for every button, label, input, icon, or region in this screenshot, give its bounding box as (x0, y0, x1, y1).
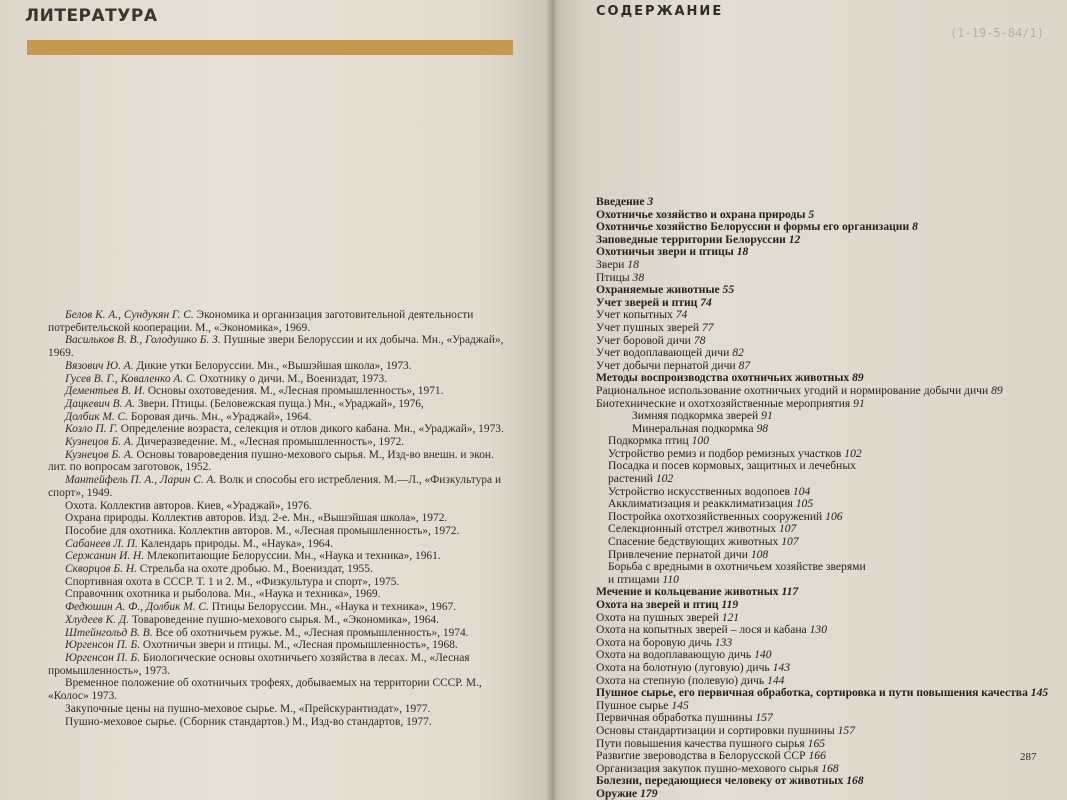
bibliography-entry (48, 703, 510, 716)
toc-item-page: 18 (736, 245, 749, 259)
bibliography-text: Календарь природы. М., «Наука», 1964. (137, 537, 334, 550)
toc-item-page: 91 (853, 396, 865, 410)
toc-item-title: Болезни, передающиеся человеку от животных (596, 774, 844, 788)
bibliography-entry (48, 601, 510, 614)
bibliography-author: Кузнецов Б. А. (65, 436, 134, 449)
toc-item-title: Рациональное использование охотничьих угодий и нормирование добычи дичи (596, 383, 989, 397)
toc-item-title: Учет боровой дичи (596, 333, 691, 347)
toc-item-page: 140 (754, 648, 772, 662)
toc-item-page: 145 (1030, 686, 1049, 700)
bibliography-text: Основы охотоведения. М., «Лесная промышленность», 1971. (144, 385, 444, 398)
bibliography-text: Дикие утки Белоруссии. Мн., «Вышэйшая школа», 1973. (133, 359, 412, 372)
toc-item-title: Основы стандартизации и сортировки пушнины (596, 723, 835, 737)
toc-item-title: Развитие звероводства в Белорусской ССР (596, 749, 806, 763)
toc-item-page: 157 (755, 711, 773, 725)
toc-item-title: Пушное сырье, его первичная обработка, сортировка и пути повышения качества (596, 686, 1028, 700)
bibliography-text: Закупочные цены на пушно-меховое сырье. М., «Прейскурантиздат», 1977. (65, 702, 431, 715)
toc-item-page: 117 (781, 585, 799, 599)
bibliography-author: Кузнецов Б. А. (65, 448, 134, 461)
book-gutter (546, 0, 558, 800)
toc-item-page: 89 (852, 371, 864, 385)
bibliography-text: Пушные звери Белоруссии и их добыча. Мн., «Ураджай», 1969. (48, 334, 504, 360)
toc-item-title: Оружие (596, 786, 638, 800)
toc-item-title: Охотничьи звери и птицы (596, 245, 734, 259)
bibliography-author: Федюшин А. Ф., Долбик М. С. (65, 601, 209, 614)
bibliography-text: Товароведение пушно-мехового сырья. М., «Экономика», 1964. (128, 613, 439, 626)
bibliography-entry (48, 639, 510, 652)
bibliography-entry (48, 563, 510, 576)
accent-bar (27, 40, 513, 55)
bibliography-text: Птицы Белоруссии. Мн., «Наука и техника», 1967. (208, 601, 457, 614)
toc-item-page: 55 (722, 283, 735, 297)
toc-item-title: Учет пушных зверей (596, 320, 700, 334)
toc-item-title: Первичная обработка пушнины (596, 711, 753, 725)
toc-item (596, 788, 1056, 800)
bibliography-text: Стрельба на охоте дробью. М., Воениздат, 1955. (136, 563, 373, 576)
bibliography-author: Долбик М. С. (65, 410, 128, 423)
toc-item-page: 106 (825, 509, 843, 523)
page-title-literature: ЛИТЕРАТУРА (25, 6, 158, 26)
toc-item-title: Посадка и посев кормовых, защитных и лечебных (608, 459, 856, 473)
toc-item-title: Зимняя подкормка зверей (632, 409, 759, 423)
toc-item-page: 104 (792, 484, 811, 498)
toc-item-page: 121 (721, 610, 740, 624)
toc-item-page: 82 (732, 346, 744, 360)
toc-item-title: Методы воспроизводства охотничьих животных (596, 371, 850, 385)
toc-item-page: 168 (821, 761, 839, 775)
toc-item-title: Подкормка птиц (608, 434, 689, 448)
bibliography-text: Охота. Коллектив авторов. Киев, «Ураджай», 1976. (65, 499, 312, 512)
toc-item-title: Пути повышения качества пушного сырья (596, 736, 805, 750)
page-title-contents: СОДЕРЖАНИЕ (596, 4, 724, 19)
bibliography-text: Пособие для охотника. Коллектив авторов. М., «Лесная промышленность», 1972. (65, 524, 460, 537)
toc-item-title: растений (608, 472, 653, 486)
bibliography-entry (48, 411, 510, 424)
toc-item-title: Минеральная подкормка (632, 421, 754, 435)
bibliography-entry (48, 614, 510, 627)
bibliography-entry (48, 500, 510, 513)
toc-item-title: Охраняемые животные (596, 283, 720, 297)
toc-item-page: 119 (721, 598, 739, 611)
bibliography-author: Хлудеев К. Д. (65, 613, 129, 626)
toc-item-page: 105 (795, 497, 814, 511)
bibliography-entry (48, 677, 510, 702)
bibliography-author: Штейнгольд В. В. (65, 626, 153, 639)
toc-item-page: 89 (991, 383, 1003, 397)
bibliography-author: Дацкевич В. А. (65, 397, 136, 410)
toc-item-title: Охотничье хозяйство Белоруссии и формы его организации (596, 220, 910, 234)
toc-item-page: 91 (761, 409, 773, 423)
bibliography-entry (48, 627, 510, 640)
toc-item-page: 78 (693, 333, 706, 347)
bibliography-author: Козло П. Г. (65, 423, 118, 436)
toc-item-page: 179 (640, 786, 658, 800)
bibliography-entry (48, 474, 510, 499)
toc-item-title: Учет копытных (596, 308, 673, 322)
bibliography-author: Скворцов Б. Н. (65, 563, 137, 576)
toc-item-page: 102 (844, 446, 862, 460)
bibliography-entry (48, 360, 510, 373)
bibliography-text: Определение возраста, селекция и отлов дикого кабана. Мн., «Ураджай», 1973. (117, 423, 504, 436)
toc-item-page: 145 (671, 698, 689, 712)
toc-item-page: 144 (767, 673, 785, 687)
toc-item-title: Борьба с вредными в охотничьем хозяйстве зверями (608, 560, 866, 574)
toc-item-page: 3 (647, 195, 654, 208)
bibliography-list (48, 309, 510, 728)
toc-item-title: и птицами (608, 572, 660, 586)
toc-item-title: Охота на степную (полевую) дичь (596, 673, 765, 687)
bibliography-text: Охотнику о дичи. М., Воениздат, 1973. (196, 372, 388, 385)
toc-item (596, 259, 1056, 272)
bibliography-author: Сабанеев Л. П. (65, 537, 138, 550)
bibliography-entry (48, 385, 510, 398)
toc-item-title: Охота на зверей и птиц (596, 598, 719, 611)
bibliography-author: Юргенсон П. Б. (65, 651, 141, 664)
bibliography-text: Экономика и организация заготовительной деятельности потребительской кооперации. М., «Экономика», 1969. (48, 309, 474, 334)
bibliography-entry (48, 512, 510, 525)
toc-item-title: Организация закупок пушно-мехового сырья (596, 761, 819, 775)
toc-item-title: Охотничье хозяйство и охрана природы (596, 207, 806, 221)
bibliography-text: Все об охотничьем ружье. М., «Лесная промышленность», 1974. (152, 626, 469, 639)
toc-item-title: Введение (596, 195, 645, 208)
toc-item (596, 246, 1056, 259)
toc-item-page: 8 (912, 220, 918, 234)
toc-item-page: 143 (772, 660, 790, 674)
bibliography-entry (48, 449, 510, 474)
bibliography-text: Охотничьи звери и птицы. М., «Лесная промышленность», 1968. (140, 639, 458, 652)
toc-item-title: Селекционный отстрел животных (608, 522, 777, 536)
bibliography-entry (48, 398, 510, 411)
toc-item-title: Заповедные территории Белоруссии (596, 232, 786, 246)
toc-item-title: Постройка охотхозяйственных сооружений (608, 509, 823, 523)
toc-item-title: Учет водоплавающей дичи (596, 346, 730, 360)
toc-item-page: 98 (756, 421, 769, 435)
bibliography-entry (48, 538, 510, 551)
bibliography-text: Боровая дичь. Мн., «Ураджай», 1964. (128, 410, 312, 423)
toc-item-page: 100 (691, 434, 710, 448)
bibliography-entry (48, 525, 510, 538)
bibliography-text: Охрана природы. Коллектив авторов. Изд. 2-е. Мн., «Вышэйшая школа», 1972. (65, 512, 448, 525)
toc-item-title: Мечение и кольцевание животных (596, 585, 779, 599)
bibliography-entry (48, 652, 510, 677)
toc-item-page: 107 (781, 535, 799, 549)
toc-item-title: Пушное сырье (596, 698, 669, 712)
bibliography-text: Спортивная охота в СССР. Т. 1 и 2. М., «Физкультура и спорт», 1975. (65, 575, 400, 588)
bibliography-text: Справочник охотника и рыболова. Мн., «Наука и техника», 1969. (65, 588, 381, 601)
bibliography-text: Волк и способы его истребления. М.—Л., «Физкультура и спорт», 1949. (48, 474, 502, 499)
toc-item-page: 130 (809, 623, 827, 637)
toc-item-page: 87 (738, 358, 751, 372)
bibliography-entry (48, 550, 510, 563)
bibliography-text: Млекопитающие Белоруссии. Мн., «Наука и техника», 1961. (144, 550, 441, 563)
toc-item-page: 110 (662, 572, 679, 586)
bibliography-text: Дичеразведение. М., «Лесная промышленность», 1972. (133, 436, 405, 449)
bibliography-entry (48, 716, 510, 729)
toc-item-title: Охота на копытных зверей – лося и кабана (596, 623, 807, 637)
toc-item-title: Учет зверей и птиц (596, 295, 698, 309)
toc-item-title: Акклиматизация и реакклиматизация (608, 497, 793, 511)
toc-item-page: 165 (807, 736, 826, 750)
toc-item-title: Охота на водоплавающую дичь (596, 648, 752, 662)
toc-item-page: 12 (788, 232, 801, 246)
bibliography-author: Дементьев В. И. (65, 385, 145, 398)
toc-item-title: Охота на пушных зверей (596, 610, 719, 624)
table-of-contents (596, 196, 1056, 800)
bibliography-entry (48, 309, 510, 334)
toc-item-title: Учет добычи пернатой дичи (596, 358, 736, 372)
bibliography-author: Мантейфель П. А., Ларин С. А. (65, 474, 217, 487)
bibliography-author: Юргенсон П. Б. (65, 639, 141, 652)
page-number: 287 (1020, 751, 1037, 763)
toc-item-page: 168 (846, 774, 864, 788)
toc-item-page: 74 (700, 295, 712, 309)
toc-item-title: Спасение бедствующих животных (608, 535, 779, 549)
toc-item-title: Охота на боровую дичь (596, 635, 712, 649)
toc-item-title: Биотехнические и охотхозяйственные мероприятия (596, 396, 851, 410)
toc-item-page: 107 (778, 522, 797, 536)
toc-item-title: Устройство искусственных водопоев (608, 484, 791, 498)
bibliography-text: Биологические основы охотничьего хозяйства в лесах. М., «Лесная промышленность», 1973. (48, 651, 470, 677)
bibliography-text: Звери. Птицы. (Беловежская пуща.) Мн., «Ураджай», 1976, (135, 397, 424, 410)
bibliography-author: Гусев В. Г., Коваленко А. С. (65, 372, 197, 385)
toc-item-page: 108 (750, 547, 769, 561)
toc-item-page: 102 (655, 472, 674, 486)
toc-item-title: Устройство ремиз и подбор ремизных участков (608, 446, 842, 460)
bibliography-text: Основы товароведения пушно-мехового сырья. М., Изд-во внешн. и экон. лит. по вопросам заготовок, 1952. (48, 448, 494, 474)
bibliography-text: Пушно-меховое сырье. (Сборник стандартов.) М., Изд-во стандартов, 1977. (65, 715, 432, 728)
bibliography-entry (48, 436, 510, 449)
toc-item-title: Привлечение пернатой дичи (608, 547, 748, 561)
bibliography-entry (48, 576, 510, 589)
toc-item-page: 74 (675, 308, 688, 322)
bibliography-entry (48, 373, 510, 386)
toc-item-page: 77 (701, 320, 714, 334)
toc-item-page: 5 (808, 207, 815, 221)
toc-item-page: 157 (837, 723, 855, 737)
bibliography-author: Вязович Ю. А. (65, 359, 134, 372)
toc-item (596, 775, 1056, 788)
toc-item-page: 18 (627, 257, 639, 271)
toc-item-page: 133 (714, 635, 733, 649)
bibliography-author: Васильков В. В., Голодушко Б. З. (65, 334, 221, 347)
toc-item-page: 166 (808, 749, 826, 763)
toc-item-title: Охота на болотную (луговую) дичь (596, 660, 770, 674)
bibliography-author: Белов К. А., Сундукян Г. С. (65, 309, 194, 321)
bibliography-entry (48, 588, 510, 601)
bibliography-author: Сержанин И. Н. (65, 550, 145, 563)
pencil-note: (1-19-5-84/1) (950, 26, 1044, 40)
bibliography-entry (48, 334, 510, 359)
toc-item-title: Птицы (596, 270, 630, 284)
bibliography-entry (48, 423, 510, 436)
toc-item-title: Звери (596, 257, 625, 271)
bibliography-text: Временное положение об охотничьих трофеях, добываемых на территории СССР. М., «Колос» 1973. (48, 677, 482, 703)
toc-item-page: 38 (632, 270, 645, 284)
